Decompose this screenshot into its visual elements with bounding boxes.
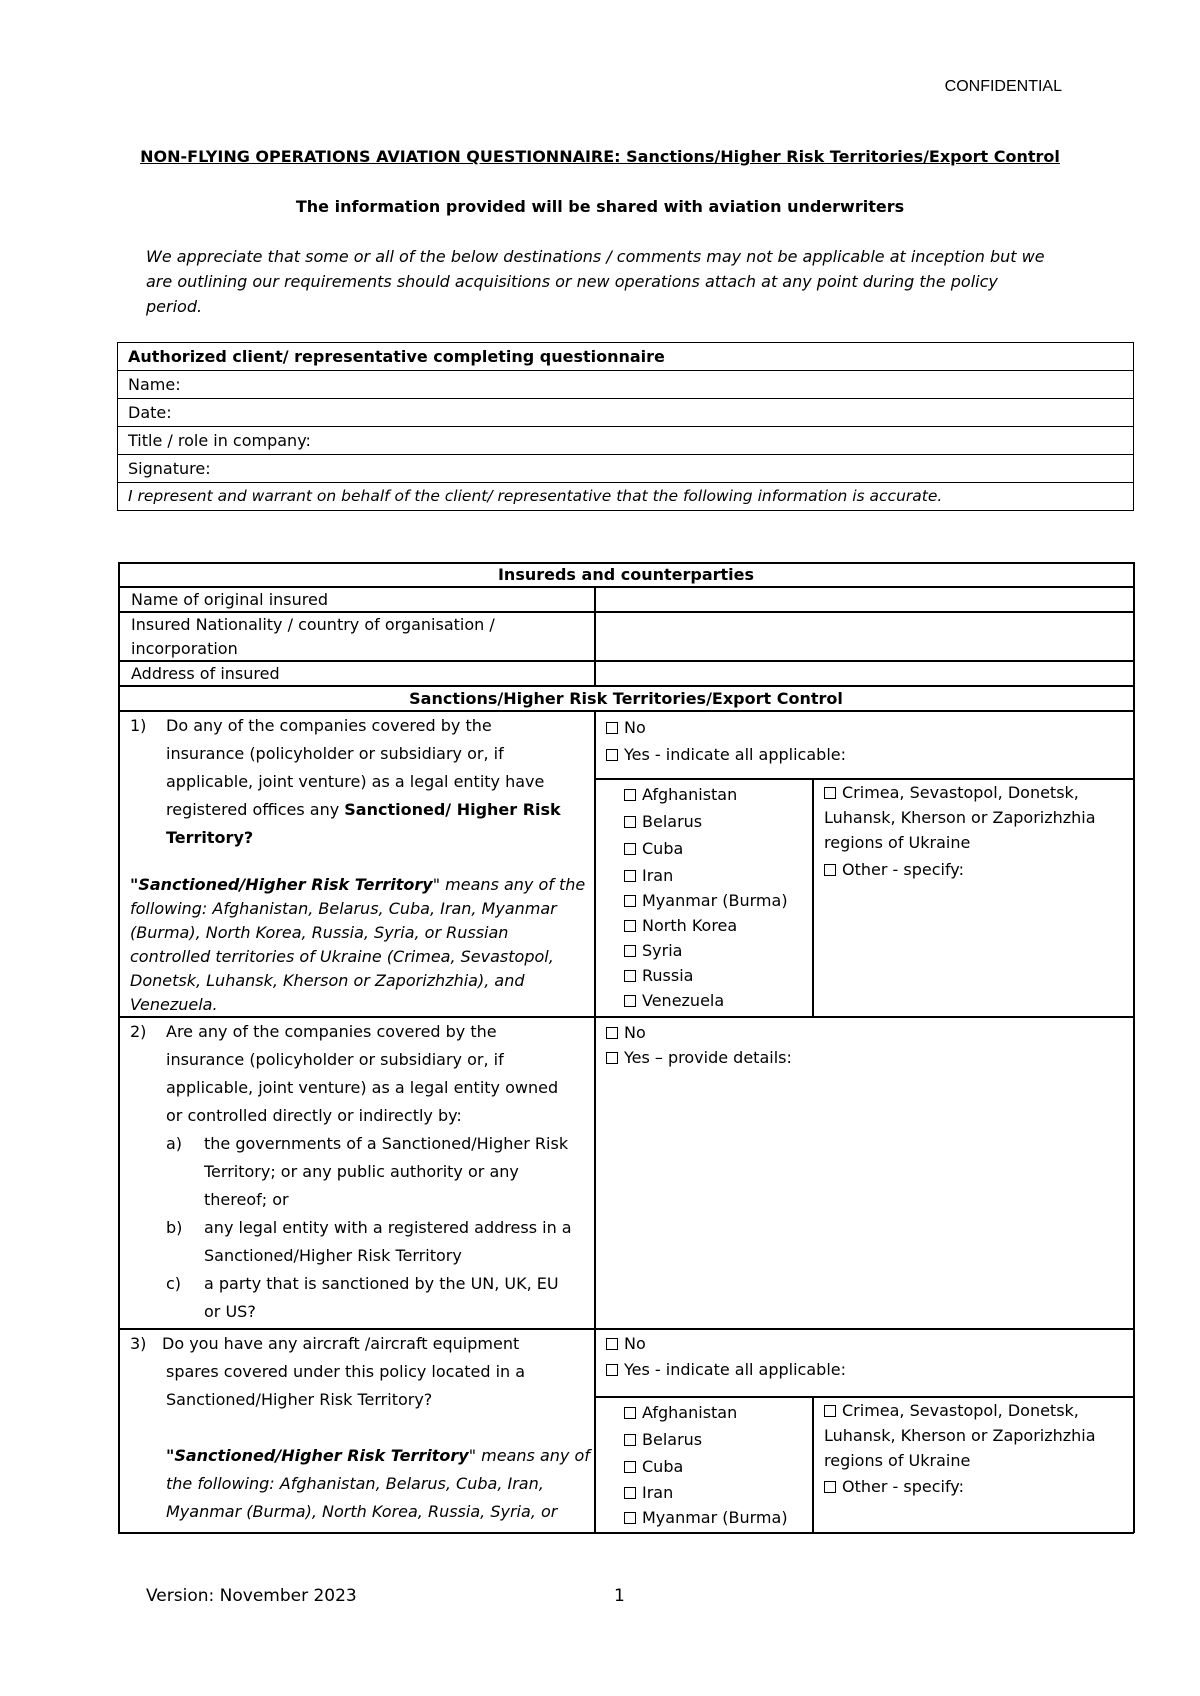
q2-line: applicable, joint venture) as a legal entity owned: [166, 1078, 559, 1097]
nationality-input[interactable]: [596, 613, 1132, 659]
q3-definition: "Sanctioned/Higher Risk Territory" means any of: [166, 1446, 590, 1465]
q1-line: registered offices any Sanctioned/ Higher Risk: [166, 800, 561, 819]
q1-ukraine-line: regions of Ukraine: [824, 833, 971, 852]
q2-c-line: or US?: [204, 1302, 256, 1321]
checkbox-icon: [624, 789, 636, 801]
q3-country-checkbox[interactable]: Cuba: [624, 1454, 683, 1479]
q1-country-checkbox[interactable]: North Korea: [624, 913, 737, 938]
q3-definition-line: Myanmar (Burma), North Korea, Russia, Syria, or: [166, 1502, 558, 1521]
q2-b-label: b): [166, 1218, 183, 1237]
checkbox-icon: [624, 1434, 636, 1446]
q1-country-checkbox[interactable]: Venezuela: [624, 988, 724, 1013]
q3-country-checkbox[interactable]: Myanmar (Burma): [624, 1505, 788, 1530]
q3-number: 3): [130, 1334, 147, 1353]
q1-no-checkbox[interactable]: No: [606, 715, 646, 740]
warrant-statement: I represent and warrant on behalf of the client/ representative that the following information is accurate.: [118, 483, 1134, 511]
checkbox-icon: [606, 1027, 618, 1039]
q2-line: or controlled directly or indirectly by:: [166, 1106, 462, 1125]
document-subtitle: The information provided will be shared with aviation underwriters: [295, 197, 905, 216]
address-of-insured-label: Address of insured: [131, 664, 280, 683]
checkbox-icon: [624, 895, 636, 907]
checkbox-icon: [624, 843, 636, 855]
q2-a-line: Territory; or any public authority or any: [204, 1162, 519, 1181]
q1-country-checkbox[interactable]: Afghanistan: [624, 782, 737, 807]
q1-line: Do any of the companies covered by the: [166, 716, 492, 735]
checkbox-icon: [824, 864, 836, 876]
checkbox-icon: [624, 920, 636, 932]
nationality-label-line2: incorporation: [131, 639, 238, 658]
q2-number: 2): [130, 1022, 147, 1041]
checkbox-icon: [624, 870, 636, 882]
insureds-heading: Insureds and counterparties: [497, 565, 755, 584]
sanctions-section-heading: Sanctions/Higher Risk Territories/Export Control: [409, 689, 843, 708]
address-input[interactable]: [596, 662, 1132, 684]
q3-line: spares covered under this policy located in a: [166, 1362, 526, 1381]
q1-ukraine-checkbox[interactable]: Crimea, Sevastopol, Donetsk,: [824, 780, 1079, 805]
date-field[interactable]: Date:: [118, 399, 1134, 427]
q3-no-checkbox[interactable]: No: [606, 1331, 646, 1356]
checkbox-icon: [606, 1052, 618, 1064]
checkbox-icon: [624, 1407, 636, 1419]
checkbox-icon: [624, 816, 636, 828]
checkbox-icon: [606, 722, 618, 734]
q2-a-label: a): [166, 1134, 183, 1153]
q1-definition-line: Venezuela.: [130, 995, 218, 1014]
q2-c-line: a party that is sanctioned by the UN, UK, EU: [204, 1274, 559, 1293]
q3-definition-line: the following: Afghanistan, Belarus, Cuba, Iran,: [166, 1474, 544, 1493]
name-of-insured-label: Name of original insured: [131, 590, 328, 609]
q2-a-line: thereof; or: [204, 1190, 289, 1209]
q1-definition-line: controlled territories of Ukraine (Crimea, Sevastopol,: [130, 947, 554, 966]
q3-ukraine-checkbox[interactable]: Crimea, Sevastopol, Donetsk,: [824, 1398, 1079, 1423]
intro-paragraph: We appreciate that some or all of the below destinations / comments may not be applicable at inception but we are outlining our requirements should acquisitions or new operations attach at any point during the policy period.: [146, 247, 1045, 316]
q2-no-checkbox[interactable]: No: [606, 1020, 646, 1045]
title-role-field[interactable]: Title / role in company:: [118, 427, 1134, 455]
q1-ukraine-line: Luhansk, Kherson or Zaporizhzhia: [824, 808, 1096, 827]
version-footer: Version: November 2023: [146, 1586, 357, 1606]
checkbox-icon: [824, 1405, 836, 1417]
q1-country-checkbox[interactable]: Syria: [624, 938, 682, 963]
q3-country-checkbox[interactable]: Iran: [624, 1480, 673, 1505]
checkbox-icon: [606, 1364, 618, 1376]
checkbox-icon: [606, 749, 618, 761]
q1-yes-checkbox[interactable]: Yes - indicate all applicable:: [606, 742, 846, 767]
checkbox-icon: [624, 995, 636, 1007]
checkbox-icon: [824, 787, 836, 799]
client-table: [117, 342, 1134, 511]
page-number: 1: [614, 1586, 625, 1606]
q1-country-checkbox[interactable]: Myanmar (Burma): [624, 888, 788, 913]
q2-line: Are any of the companies covered by the: [166, 1022, 497, 1041]
q1-other-checkbox[interactable]: Other - specify:: [824, 857, 964, 882]
q2-c-label: c): [166, 1274, 182, 1293]
q1-line: insurance (policyholder or subsidiary or, if: [166, 744, 504, 763]
q2-yes-checkbox[interactable]: Yes – provide details:: [606, 1045, 792, 1070]
nationality-label-line1: Insured Nationality / country of organisation /: [131, 615, 495, 634]
q2-line: insurance (policyholder or subsidiary or, if: [166, 1050, 504, 1069]
q3-ukraine-line: regions of Ukraine: [824, 1451, 971, 1470]
checkbox-icon: [624, 1512, 636, 1524]
q1-definition: "Sanctioned/Higher Risk Territory" means any of the: [130, 875, 586, 894]
signature-field[interactable]: Signature:: [118, 455, 1134, 483]
name-of-insured-input[interactable]: [596, 588, 1132, 610]
q1-country-checkbox[interactable]: Iran: [624, 863, 673, 888]
client-table-heading: Authorized client/ representative completing questionnaire: [118, 343, 1134, 371]
q1-definition-line: (Burma), North Korea, Russia, Syria, or Russian: [130, 923, 509, 942]
q2-b-line: any legal entity with a registered address in a: [204, 1218, 572, 1237]
q3-line: Sanctioned/Higher Risk Territory?: [166, 1390, 433, 1409]
q3-line: Do you have any aircraft /aircraft equipment: [162, 1334, 520, 1353]
q3-other-checkbox[interactable]: Other - specify:: [824, 1474, 964, 1499]
q3-country-checkbox[interactable]: Belarus: [624, 1427, 702, 1452]
checkbox-icon: [824, 1481, 836, 1493]
q1-line: Territory?: [166, 828, 254, 847]
q2-a-line: the governments of a Sanctioned/Higher Risk: [204, 1134, 569, 1153]
q1-definition-line: Donetsk, Luhansk, Kherson or Zaporizhzhia), and: [130, 971, 525, 990]
checkbox-icon: [606, 1338, 618, 1350]
q1-line: applicable, joint venture) as a legal entity have: [166, 772, 545, 791]
checkbox-icon: [624, 945, 636, 957]
q2-b-line: Sanctioned/Higher Risk Territory: [204, 1246, 462, 1265]
q3-country-checkbox[interactable]: Afghanistan: [624, 1400, 737, 1425]
document-title: NON-FLYING OPERATIONS AVIATION QUESTIONNAIRE: Sanctions/Higher Risk Territories/Export Control: [140, 147, 1060, 166]
q3-yes-checkbox[interactable]: Yes - indicate all applicable:: [606, 1357, 846, 1382]
q3-ukraine-line: Luhansk, Kherson or Zaporizhzhia: [824, 1426, 1096, 1445]
q1-country-checkbox[interactable]: Belarus: [624, 809, 702, 834]
checkbox-icon: [624, 1461, 636, 1473]
q1-number: 1): [130, 716, 147, 735]
checkbox-icon: [624, 1487, 636, 1499]
checkbox-icon: [624, 970, 636, 982]
q1-country-checkbox[interactable]: Russia: [624, 963, 693, 988]
name-field[interactable]: Name:: [118, 371, 1134, 399]
q1-definition-line: following: Afghanistan, Belarus, Cuba, Iran, Myanmar: [130, 899, 557, 918]
q1-country-checkbox[interactable]: Cuba: [624, 836, 683, 861]
confidential-label: CONFIDENTIAL: [944, 78, 1062, 95]
